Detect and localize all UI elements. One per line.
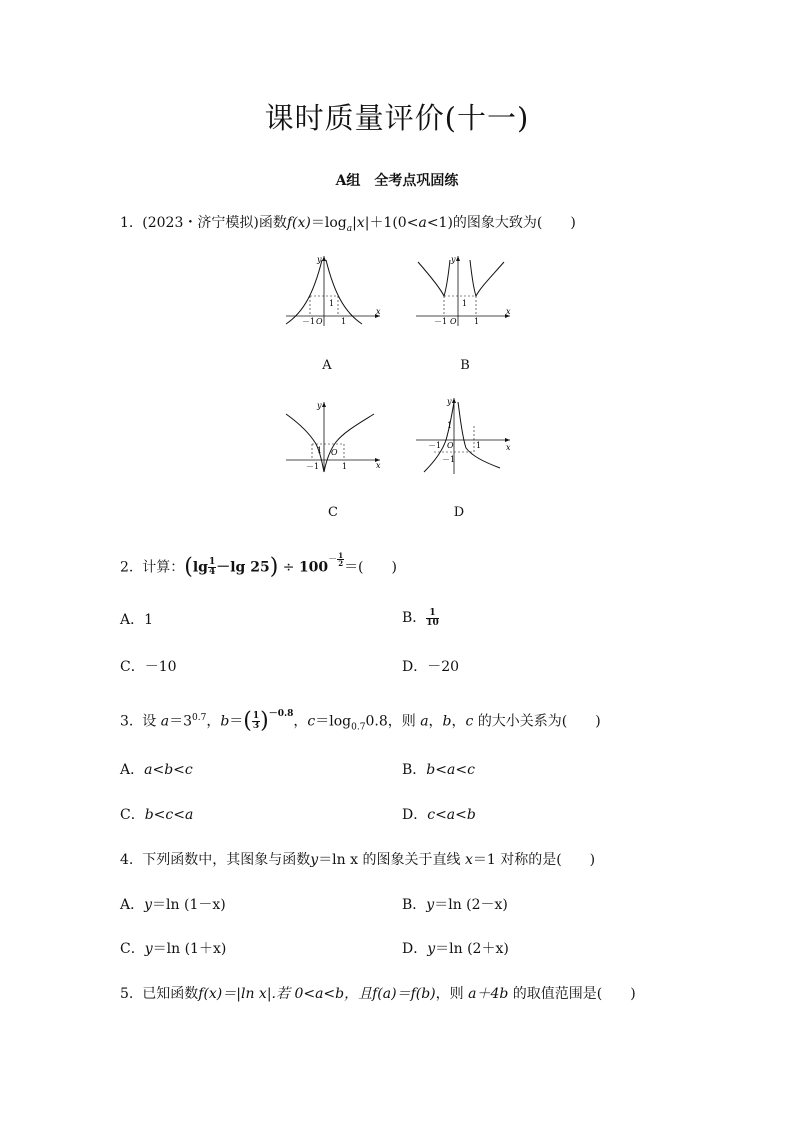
section-heading: A组 全考点巩固练	[335, 173, 459, 189]
q4-option-d[interactable]: D．y＝ln (2＋x)	[402, 941, 509, 957]
svg-text:x: x	[506, 307, 511, 316]
q2-option-c[interactable]: C．－10	[120, 659, 177, 675]
page-title: 课时质量评价(十一)	[264, 101, 530, 135]
svg-text:－1: －1	[306, 462, 320, 471]
svg-text:－1: －1	[442, 455, 456, 464]
svg-text:x: x	[506, 443, 511, 452]
svg-text:y: y	[317, 401, 322, 410]
svg-text:y: y	[451, 255, 456, 264]
svg-text:O: O	[450, 317, 457, 326]
q2-option-a[interactable]: A．1	[120, 612, 154, 628]
svg-text:y: y	[447, 397, 452, 406]
question-number: 1.	[120, 215, 134, 231]
graph-a	[284, 252, 384, 328]
graph-label-c: C	[328, 505, 338, 520]
svg-text:1: 1	[462, 299, 468, 308]
graph-label-b: B	[460, 358, 470, 373]
svg-text:O: O	[331, 448, 338, 457]
graph-label-d: D	[453, 505, 465, 520]
q4-option-a[interactable]: A．y＝ln (1－x)	[120, 897, 226, 913]
svg-text:x: x	[376, 461, 381, 470]
q4-option-b[interactable]: B．y＝ln (2－x)	[402, 897, 508, 913]
svg-text:－1: －1	[302, 317, 316, 326]
graph-c	[284, 398, 384, 474]
question-5: 5. 已知函数f(x)＝|ln x|.若 0<a<b，且f(a)＝f(b)，则 a＋4b 的取值范围是( )	[120, 986, 636, 1002]
q3-option-c[interactable]: C．b<c<a	[120, 807, 194, 823]
q3-option-d[interactable]: D．c<a<b	[402, 807, 476, 823]
y-axis-label: y	[317, 255, 322, 264]
question-1: 1. (2023・济宁模拟)函数$f(x)=\log_a|x|+1(0<a<1)$的图象大致为( )	[120, 215, 576, 234]
svg-text:1: 1	[317, 446, 323, 455]
svg-text:－1: －1	[434, 317, 448, 326]
question-2: 2. 计算：(lg $\frac{1}{4}$ －lg $25) \div 100^{- \frac{1}{2}}$ ＝( )	[120, 551, 397, 580]
q3-option-a[interactable]: A．a<b<c	[120, 762, 193, 778]
svg-text:1: 1	[474, 317, 480, 326]
q4-option-c[interactable]: C．y＝ln (1＋x)	[120, 941, 227, 957]
graph-b	[414, 252, 514, 328]
svg-text:－1: －1	[428, 441, 442, 450]
svg-text:O: O	[316, 317, 323, 326]
graph-label-a: A	[322, 358, 332, 373]
svg-text:1: 1	[342, 462, 348, 471]
svg-text:1: 1	[476, 441, 482, 450]
q3-option-b[interactable]: B．b<a<c	[402, 762, 475, 778]
x-axis-label: x	[376, 307, 381, 316]
svg-text:O: O	[447, 441, 454, 450]
q2-option-d[interactable]: D．－20	[402, 659, 460, 675]
graph-d	[414, 396, 514, 476]
question-4: 4. 下列函数中，其图象与函数y＝ln x 的图象关于直线 x＝1 对称的是( )	[120, 852, 596, 868]
svg-text:1: 1	[447, 421, 453, 430]
question-3: 3. 设 $a=3^{0.7}$，b＝( $\frac{1}{3}$ )$^{-0.8}$，$c=\log_{0.7}0.8$，则 a，b，c 的大小关系为( )	[120, 708, 601, 734]
svg-text:1: 1	[329, 299, 335, 308]
svg-text:1: 1	[341, 317, 347, 326]
q2-option-b[interactable]: B． $\frac{1}{10}$	[402, 607, 439, 628]
